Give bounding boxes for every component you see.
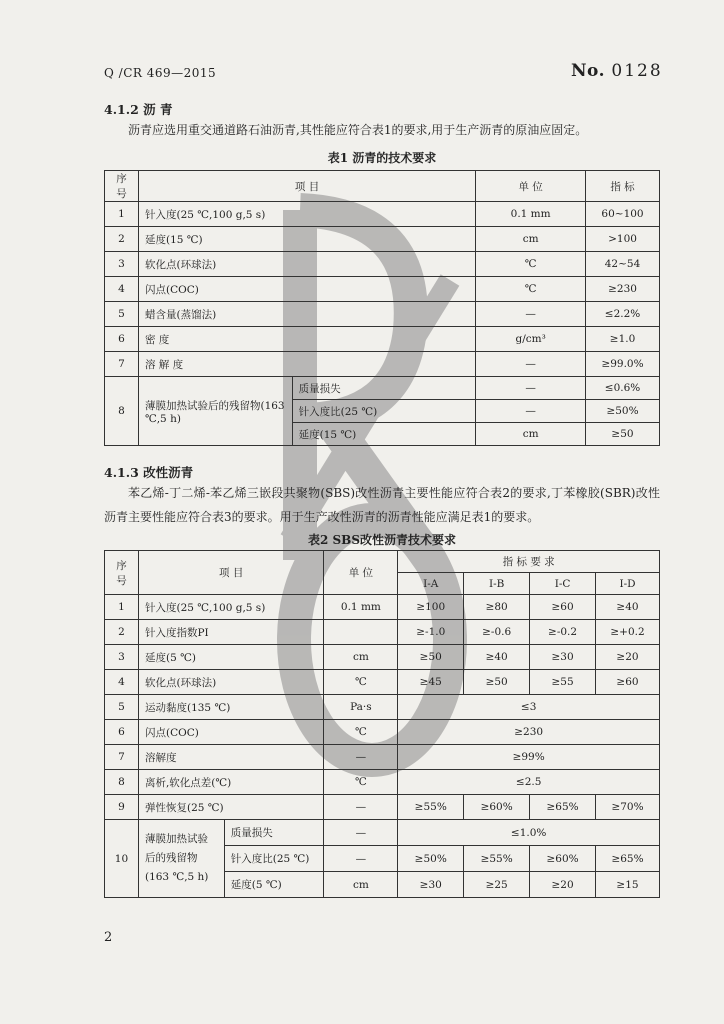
table-row bbox=[105, 202, 660, 227]
t2-cell-unit: — bbox=[324, 846, 398, 872]
t1-cell-unit: cm bbox=[476, 423, 586, 446]
t1-header-no: 序号 bbox=[105, 171, 139, 202]
t2-cell-value: ≤2.5 bbox=[398, 770, 660, 795]
t1-cell-no: 2 bbox=[105, 227, 139, 252]
t1-cell-spec: 42~54 bbox=[586, 252, 660, 277]
t2-cell-item: 离析,软化点差(℃) bbox=[138, 770, 324, 795]
t2-cell-value: ≥40 bbox=[596, 595, 660, 620]
t2-cell-value: ≥60% bbox=[530, 846, 596, 872]
t2-cell-unit: cm bbox=[324, 645, 398, 670]
t2-cell-unit: Pa·s bbox=[324, 695, 398, 720]
t2-cell-value: ≥50% bbox=[398, 846, 464, 872]
page-number: 2 bbox=[104, 930, 113, 945]
t2-cell-no: 4 bbox=[105, 670, 139, 695]
document-number-value: 0128 bbox=[611, 61, 663, 81]
t2-cell-value: ≥55% bbox=[398, 795, 464, 820]
table-row bbox=[105, 795, 660, 820]
table-1 bbox=[104, 170, 660, 446]
t1-cell-spec: ≤0.6% bbox=[586, 377, 660, 400]
t1-cell-unit: 0.1 mm bbox=[476, 202, 586, 227]
table-2-caption: 表2 SBS改性沥青技术要求 bbox=[307, 533, 456, 547]
table-row bbox=[105, 252, 660, 277]
t1-cell-unit: — bbox=[476, 352, 586, 377]
t2-cell-item: 延度(5 ℃) bbox=[138, 645, 324, 670]
t1-cell-unit: — bbox=[476, 400, 586, 423]
t1-cell-item: 延度(15 ℃) bbox=[138, 227, 475, 252]
t1-cell-subitem: 质量损失 bbox=[292, 377, 476, 400]
t2-cell-value: ≥65% bbox=[530, 795, 596, 820]
t2-header-unit: 单 位 bbox=[324, 551, 398, 595]
t2-cell-no: 2 bbox=[105, 620, 139, 645]
t2-grade-ib: Ⅰ-B bbox=[464, 573, 530, 595]
table-row bbox=[105, 670, 660, 695]
t1-cell-item: 闪点(COC) bbox=[138, 277, 475, 302]
t1-header-unit: 单 位 bbox=[476, 171, 586, 202]
t1-cell-unit: — bbox=[476, 377, 586, 400]
t1-cell-spec: ≥1.0 bbox=[586, 327, 660, 352]
t1-header-spec: 指 标 bbox=[586, 171, 660, 202]
table-row bbox=[105, 645, 660, 670]
t2-cell-no: 6 bbox=[105, 720, 139, 745]
t2-cell-value: ≥80 bbox=[464, 595, 530, 620]
t1-cell-no: 1 bbox=[105, 202, 139, 227]
table-row bbox=[105, 620, 660, 645]
table-row bbox=[105, 302, 660, 327]
t2-cell-value: ≥60 bbox=[530, 595, 596, 620]
t1-cell-no: 6 bbox=[105, 327, 139, 352]
t1-cell-spec: 60~100 bbox=[586, 202, 660, 227]
t2-cell-value: ≥-0.6 bbox=[464, 620, 530, 645]
t1-cell-item: 密 度 bbox=[138, 327, 475, 352]
t1-cell-subitem: 延度(15 ℃) bbox=[292, 423, 476, 446]
t2-cell-unit: ℃ bbox=[324, 770, 398, 795]
t1-cell-spec: ≤2.2% bbox=[586, 302, 660, 327]
t2-cell-unit bbox=[324, 620, 398, 645]
table-row bbox=[105, 770, 660, 795]
t2-cell-no: 8 bbox=[105, 770, 139, 795]
table-row bbox=[105, 327, 660, 352]
t1-cell-no: 3 bbox=[105, 252, 139, 277]
t1-cell-spec: ≥99.0% bbox=[586, 352, 660, 377]
t1-cell-subitem: 针入度比(25 ℃) bbox=[292, 400, 476, 423]
t1-cell-unit: g/cm³ bbox=[476, 327, 586, 352]
t2-cell-unit: cm bbox=[324, 872, 398, 898]
t2-cell-value: ≥30 bbox=[530, 645, 596, 670]
t2-cell-unit: ℃ bbox=[324, 670, 398, 695]
t2-cell-item: 针入度指数PI bbox=[138, 620, 324, 645]
t2-cell-subitem: 延度(5 ℃) bbox=[224, 872, 324, 898]
document-number bbox=[571, 61, 663, 81]
t2-cell-value: ≥20 bbox=[530, 872, 596, 898]
t2-cell-unit: — bbox=[324, 820, 398, 846]
t2-cell-item: 针入度(25 ℃,100 g,5 s) bbox=[138, 595, 324, 620]
section-412-heading: 4.1.2 沥 青 bbox=[104, 102, 173, 117]
t2-cell-item: 软化点(环球法) bbox=[138, 670, 324, 695]
t2-cell-no: 9 bbox=[105, 795, 139, 820]
table-row bbox=[105, 745, 660, 770]
t2-cell-value: ≥45 bbox=[398, 670, 464, 695]
table-row bbox=[105, 377, 660, 400]
t2-cell-value: ≥65% bbox=[596, 846, 660, 872]
t2-cell-value: ≥+0.2 bbox=[596, 620, 660, 645]
t2-cell-no: 5 bbox=[105, 695, 139, 720]
table-row bbox=[105, 820, 660, 846]
section-413-text: 苯乙烯-丁二烯-苯乙烯三嵌段共聚物(SBS)改性沥青主要性能应符合表2的要求,丁苯橡胶(SBR)改性沥青主要性能应符合表3的要求。用于生产改性沥青的沥青性能应满足表1的要求。 bbox=[104, 486, 660, 524]
t2-cell-value: ≤3 bbox=[398, 695, 660, 720]
section-413-heading: 4.1.3 改性沥青 bbox=[104, 465, 194, 480]
t2-cell-value: ≥20 bbox=[596, 645, 660, 670]
t1-cell-spec: ≥230 bbox=[586, 277, 660, 302]
t1-header-item: 项 目 bbox=[138, 171, 475, 202]
t2-cell-unit: ℃ bbox=[324, 720, 398, 745]
document-number-label: No. bbox=[571, 61, 605, 81]
section-412-text: 沥青应选用重交通道路石油沥青,其性能应符合表1的要求,用于生产沥青的原油应固定。 bbox=[128, 123, 588, 137]
t2-cell-value: ≤1.0% bbox=[398, 820, 660, 846]
table-2 bbox=[104, 550, 660, 898]
t1-cell-item: 软化点(环球法) bbox=[138, 252, 475, 277]
t2-grade-ia: Ⅰ-A bbox=[398, 573, 464, 595]
t1-cell-no: 7 bbox=[105, 352, 139, 377]
t2-header-item: 项 目 bbox=[138, 551, 324, 595]
table-row bbox=[105, 352, 660, 377]
t2-cell-value: ≥30 bbox=[398, 872, 464, 898]
t2-cell-value: ≥100 bbox=[398, 595, 464, 620]
t1-cell-item: 蜡含量(蒸馏法) bbox=[138, 302, 475, 327]
t2-grade-ic: Ⅰ-C bbox=[530, 573, 596, 595]
t1-cell-no: 5 bbox=[105, 302, 139, 327]
t1-cell-unit: ℃ bbox=[476, 252, 586, 277]
t1-cell-item: 溶 解 度 bbox=[138, 352, 475, 377]
t1-cell-unit: — bbox=[476, 302, 586, 327]
t2-header-spec: 指 标 要 求 bbox=[398, 551, 660, 573]
t2-cell-value: ≥60% bbox=[464, 795, 530, 820]
table-row bbox=[105, 720, 660, 745]
t2-cell-no: 10 bbox=[105, 820, 139, 898]
t2-cell-unit: — bbox=[324, 745, 398, 770]
t1-cell-spec: ≥50% bbox=[586, 400, 660, 423]
table-row bbox=[105, 695, 660, 720]
t2-cell-value: ≥70% bbox=[596, 795, 660, 820]
t2-cell-no: 1 bbox=[105, 595, 139, 620]
t2-header-no: 序号 bbox=[105, 551, 139, 595]
t1-cell-no: 8 bbox=[105, 377, 139, 446]
table-1-caption: 表1 沥青的技术要求 bbox=[327, 151, 437, 165]
t2-cell-no: 7 bbox=[105, 745, 139, 770]
t2-cell-value: ≥99% bbox=[398, 745, 660, 770]
t1-cell-spec: ≥50 bbox=[586, 423, 660, 446]
t2-cell-item: 溶解度 bbox=[138, 745, 324, 770]
t2-cell-value: ≥-0.2 bbox=[530, 620, 596, 645]
t2-cell-value: ≥55 bbox=[530, 670, 596, 695]
t2-cell-value: ≥230 bbox=[398, 720, 660, 745]
t1-cell-unit: ℃ bbox=[476, 277, 586, 302]
table-row bbox=[105, 227, 660, 252]
t2-cell-value: ≥60 bbox=[596, 670, 660, 695]
t2-cell-subitem: 质量损失 bbox=[224, 820, 324, 846]
t1-cell-item: 薄膜加热试验后的残留物(163 ℃,5 h) bbox=[138, 377, 292, 446]
t2-cell-value: ≥55% bbox=[464, 846, 530, 872]
t2-cell-value: ≥15 bbox=[596, 872, 660, 898]
t2-cell-value: ≥-1.0 bbox=[398, 620, 464, 645]
t2-cell-subitem: 针入度比(25 ℃) bbox=[224, 846, 324, 872]
t1-cell-unit: cm bbox=[476, 227, 586, 252]
t2-cell-unit: — bbox=[324, 795, 398, 820]
t1-cell-spec: >100 bbox=[586, 227, 660, 252]
t1-cell-item: 针入度(25 ℃,100 g,5 s) bbox=[138, 202, 475, 227]
t2-cell-item: 运动黏度(135 ℃) bbox=[138, 695, 324, 720]
t1-cell-no: 4 bbox=[105, 277, 139, 302]
t2-cell-item: 闪点(COC) bbox=[138, 720, 324, 745]
t2-grade-id: Ⅰ-D bbox=[596, 573, 660, 595]
t2-cell-value: ≥25 bbox=[464, 872, 530, 898]
t2-cell-unit: 0.1 mm bbox=[324, 595, 398, 620]
t2-cell-value: ≥50 bbox=[464, 670, 530, 695]
t2-cell-no: 3 bbox=[105, 645, 139, 670]
t2-cell-item: 薄膜加热试验后的残留物(163 ℃,5 h) bbox=[138, 820, 224, 898]
standard-code: Q /CR 469—2015 bbox=[104, 66, 217, 80]
table-row bbox=[105, 277, 660, 302]
t2-cell-item: 弹性恢复(25 ℃) bbox=[138, 795, 324, 820]
t2-cell-value: ≥50 bbox=[398, 645, 464, 670]
t2-cell-value: ≥40 bbox=[464, 645, 530, 670]
table-row bbox=[105, 595, 660, 620]
